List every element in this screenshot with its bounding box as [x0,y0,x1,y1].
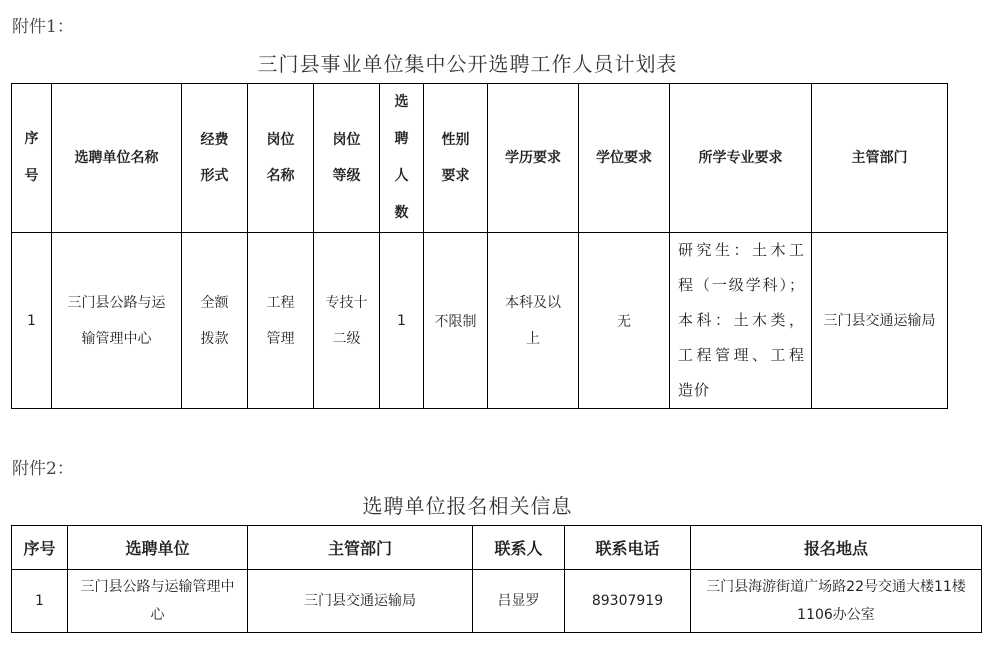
cell-unit: 三门县公路与运输管理中心 [68,570,248,633]
annex-1-label: 附件1： [12,17,74,37]
col-header-index: 序号 [12,84,52,233]
cell-gender: 不限制 [424,233,488,409]
col-header-gender: 性别要求 [424,84,488,233]
col-header-unit: 选聘单位 [68,526,248,570]
cell-index: 1 [12,570,68,633]
cell-headcount: 1 [380,233,424,409]
cell-index: 1 [12,233,52,409]
table-row [12,233,948,409]
col-header-phone: 联系电话 [565,526,691,570]
cell-funding: 全额拨款 [182,233,248,409]
registration-info-title: 选聘单位报名相关信息 [362,494,573,518]
col-header-funding: 经费形式 [182,84,248,233]
col-header-degree: 学位要求 [579,84,670,233]
col-header-location: 报名地点 [691,526,982,570]
table2-header-row [12,526,982,570]
cell-unit-name: 三门县公路与运输管理中心 [52,233,182,409]
cell-phone: 89307919 [565,570,691,633]
cell-education: 本科及以上 [488,233,579,409]
cell-degree: 无 [579,233,670,409]
cell-post-level: 专技十二级 [314,233,380,409]
col-header-department: 主管部门 [248,526,473,570]
col-header-contact: 联系人 [473,526,565,570]
col-header-education: 学历要求 [488,84,579,233]
col-header-major: 所学专业要求 [670,84,812,233]
cell-post-name: 工程管理 [248,233,314,409]
plan-table-title: 三门县事业单位集中公开选聘工作人员计划表 [257,52,678,76]
col-header-headcount: 选聘人数 [380,84,424,233]
cell-major: 研究生：土木工程（一级学科）；本科：土木类，工程管理、工程造价 [670,233,812,409]
col-header-unit-name: 选聘单位名称 [52,84,182,233]
annex-2-label: 附件2： [12,459,74,479]
cell-department: 三门县交通运输局 [812,233,948,409]
table-row [12,570,982,633]
recruitment-plan-table [11,83,948,409]
cell-department: 三门县交通运输局 [248,570,473,633]
col-header-post-level: 岗位等级 [314,84,380,233]
col-header-department: 主管部门 [812,84,948,233]
col-header-post-name: 岗位名称 [248,84,314,233]
cell-contact: 吕显罗 [473,570,565,633]
cell-location: 三门县海游街道广场路22号交通大楼11楼1106办公室 [691,570,982,633]
col-header-index: 序号 [12,526,68,570]
registration-info-table [11,525,982,633]
table-header-row [12,84,948,233]
